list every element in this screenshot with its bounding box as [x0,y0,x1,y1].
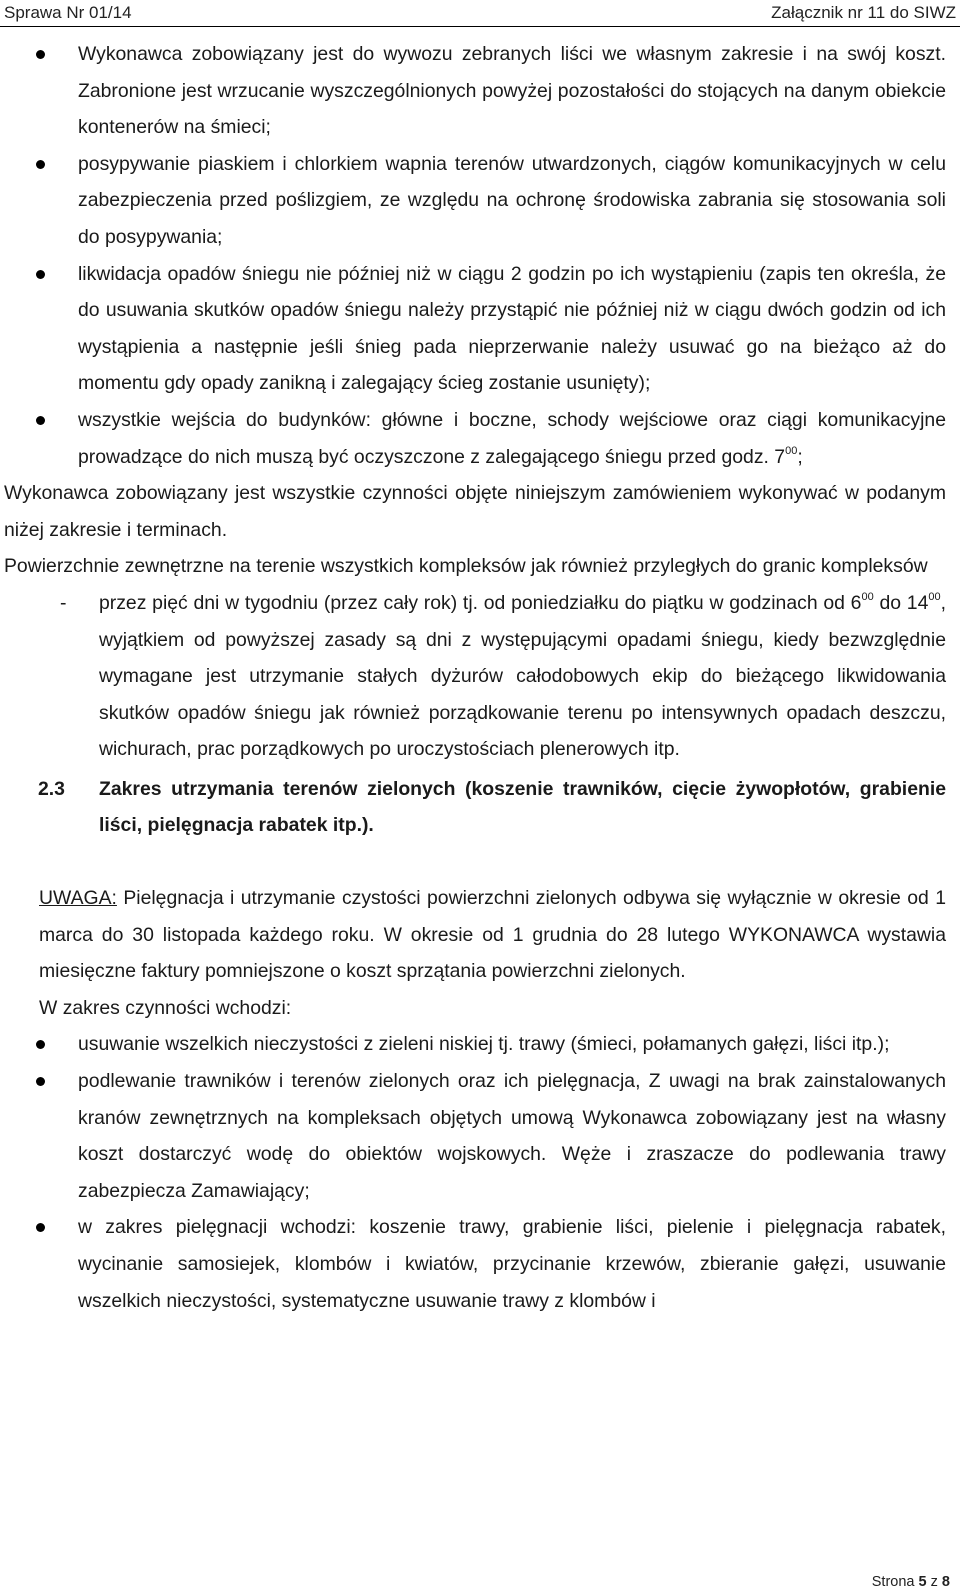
document-body [0,36,958,1319]
schedule-text-3: , wyjątkiem od powyższej zasady są dni z występującymi opadami śniegu, kiedy bezwzględnie wymagane jest utrzymanie stałych dyżurów całodobowych ekip do bieżącego likwidowania skutków opadów śniegu jak również porządkowanie terenu po intensywnych opadach deszczu, wichurach, prac porządkowych po uroczystościach plenerowych itp. [99,591,946,761]
paragraph-scope: Wykonawca zobowiązany jest wszystkie czynności objęte niniejszym zamówieniem wykonywać w podanym niżej zakresie i terminach. [4,482,946,541]
bottom-bullet-list [0,1026,958,1319]
note-block [0,880,958,1026]
top-bullet-list [0,36,958,475]
bullet-tail: ; [797,445,803,468]
superscript: 00 [928,590,941,603]
bullet-item-leaves-removal: Wykonawca zobowiązany jest do wywozu zebranych liści we własnym zakresie i na swój koszt. Zabronione jest wrzucanie wyszczególnionych powyżej pozostałości do stojących na danym obiekcie kontenerów na śmieci; [0,36,958,146]
paragraph-surfaces: Powierzchnie zewnętrzne na terenie wszystkich kompleksów jak również przyległych do granic kompleksów [4,555,928,578]
page-total: 8 [941,1574,950,1590]
bullet-item-care: w zakres pielęgnacji wchodzi: koszenie trawy, grabienie liści, pielenie i pielęgnacja rabatek, wycinanie samosiejek, klombów i kwiatów, przycinanie krzewów, zbieranie gałęzi, usuwanie wszelkich nieczystości, systematyczne usuwanie trawy z klombów i [0,1209,958,1319]
page-footer [872,1574,950,1590]
page-separator: z [930,1574,938,1590]
schedule-text-2: do 14 [873,591,929,614]
bullet-item-sanding: posypywanie piaskiem i chlorkiem wapnia terenów utwardzonych, ciągów komunikacyjnych w celu zabezpieczenia przed poślizgiem, ze względu na ochronę środowiska zabrania się stosowania soli do posypywania; [0,146,958,256]
bullet-item-entrances [0,402,958,475]
page-label: Strona [871,1574,915,1590]
section-heading [0,771,958,844]
superscript: 00 [861,590,874,603]
note-text: Pielęgnacja i utrzymanie czystości powierzchni zielonych odbywa się wyłącznie w okresie od 1 marca do 30 listopada każdego roku. W okresie od 1 grudnia do 28 lutego WYKONAWCA wystawia miesięczne faktury pomniejszone o koszt sprzątania powierzchni zielonych. [39,887,946,983]
bullet-item-watering: podlewanie trawników i terenów zielonych oraz ich pielęgnacja, Z uwagi na brak zainstalowanych kranów zewnętrznych na kompleksach objętych umową Wykonawca zobowiązany jest na własny koszt dostarczyć wodę do obiektów wojskowych. Węże i zraszacze do podlewania trawy zabezpiecza Zamawiający; [0,1063,958,1209]
bullet-text: wszystkie wejścia do budynków: główne i boczne, schody wejściowe oraz ciągi komunikacyjne prowadzące do nich muszą być oczyszczone z zalegającego śniegu przed godz. 7 [78,408,946,468]
bullet-item-cleaning: usuwanie wszelkich nieczystości z zieleni niskiej tj. trawy (śmieci, połamanych gałęzi, liści itp.); [0,1026,958,1063]
superscript: 00 [785,444,798,457]
case-number: Sprawa Nr 01/14 [4,3,132,22]
note-paragraph [0,880,958,990]
dash-marker: - [60,591,67,614]
section-number: 2.3 [38,777,65,800]
header-divider [0,26,960,27]
dash-item-schedule [0,585,958,768]
note-label: UWAGA: [39,887,117,910]
bullet-item-snow-removal: likwidacja opadów śniegu nie później niż w ciągu 2 godzin po ich wystąpieniu (zapis ten określa, że do usuwania skutków opadów śniegu należy przystąpić nie później niż w ciągu dwóch godzin od ich wystąpienia a następnie jeśli śnieg pada nieprzerwanie należy usuwać go na bieżąco aż do momentu gdy opady zanikną i zalegający ścieg zostanie usunięty); [0,256,958,402]
scope-intro: W zakres czynności wchodzi: [39,996,292,1019]
page-number: 5 [918,1574,927,1590]
attachment-label: Załącznik nr 11 do SIWZ [771,3,956,22]
schedule-text-1: przez pięć dni w tygodniu (przez cały rok) tj. od poniedziałku do piątku w godzinach od 6 [99,591,862,614]
section-title: Zakres utrzymania terenów zielonych (koszenie trawników, cięcie żywopłotów, grabienie liści, pielęgnacja rabatek itp.). [99,777,946,837]
